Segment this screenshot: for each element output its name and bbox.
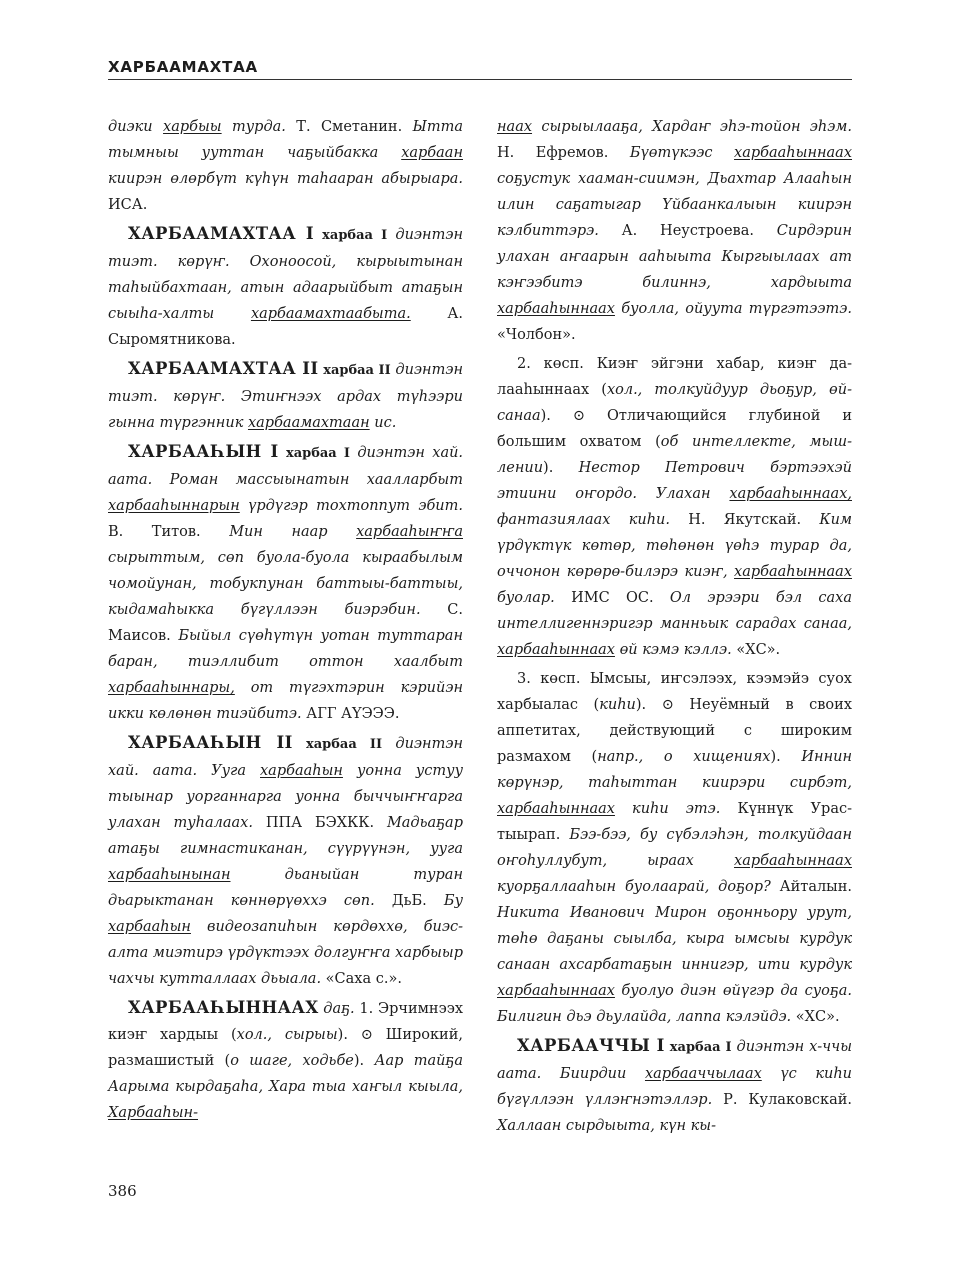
text: буолла, ойуута түргэтээтэ. [621,301,852,317]
source: «Саха с.». [325,971,402,987]
grammar-label: харбаа II [305,737,383,752]
entry-harbaamakhtaa-1 [108,221,463,353]
text: видеозапиһын көрдөххө, биэс-алта миэтирэ үрдүктээх долгуҥҥа харбыыр чахчы кутталлаах дьыала. [108,919,463,987]
text: Мадьаҕар атаҕы гимнастиканан, сүүрүүнэн, ууга [108,815,463,857]
headword-usage: харбааһын [108,919,191,935]
text: Ол эрээри бэл саха интеллигеннэригэр манньык сарадах санаа, [497,590,852,632]
text: Бээ-бээ, бу сүбэлэһэн, толкуйдаан оҥоһуллубут, ыраах [497,827,852,869]
headword-usage: харбыы [163,119,222,135]
headword: ХАРБААМАХТАА II [128,359,319,378]
headword-usage: харбааһыннаах [734,853,852,869]
running-header: ХАРБААМАХТАА [108,58,258,76]
text: от түгэхтэрин кэрийэн икки көлөнөн тиэйбитэ. [108,680,463,722]
text: Быйыл сүөһүтүн уотан туттаран баран, тиэллибит оттон хаалбыт [108,628,463,670]
entry-harbaachchy-1 [497,1033,852,1139]
headword-usage: харбааччылаах [644,1066,762,1082]
text: соҕустук хааман-сиимэн, Дьахтар Алааһын илин саҕатыгар Үйбаанкалыын киирэн кэлбиттэрэ. [497,171,852,239]
text: Бу [443,893,463,909]
text: турда. [232,119,286,135]
text: хол., толкуйдуур дьоҕур, өй-санаа [497,382,852,424]
entry-harbaahyn-2 [108,730,463,992]
definition: диэнтэн тиэт. көрүҥ. Этиҥнээх ардах түһээри гынна түргэнник [108,362,464,431]
text: Ытта тымныы ууттан чаҕыйбакка [108,119,463,161]
headword-usage: харбаамахтаан [247,415,370,431]
source: А. Сыромятникова. [108,306,464,348]
headword-usage: харбааһыннаах [734,145,853,161]
text: киһи этэ. [632,801,721,817]
headword-usage: харбааһыннаах [497,642,615,658]
entry-harbaamakhtaa-2 [108,356,463,436]
definition: диэнтэн тиэт. көрүҥ. Охоноосой, кырыытынан таһыйбахтаан, атын адаарыйбыт атаҕын сыыһа-халты [108,227,464,322]
definition: диэнтэн хай. аата. Роман массыынатын хаалларбыт [108,445,464,488]
text: фантазиялаах киһи. [497,512,671,528]
text: ис. [374,415,397,431]
text: ). [337,1027,348,1043]
text: Сирдэрин улахан аҥаарын ааһыыта Кыргыылаах ат кэҥээбитэ билиннэ, хардыыта [497,223,852,291]
headword-usage: харбааһыҥҥа [356,524,463,540]
headword: ХАРБААМАХТАА I [128,224,314,243]
headword-usage: харбааһын [260,763,343,779]
grammar-label: даҕ. [323,1001,355,1017]
entry-continuation [497,114,852,348]
text: диэки [108,119,153,135]
headword: ХАРБААҺЫННААХ [128,998,319,1017]
text: Бүөтүкээс [629,145,713,161]
source: А. Неустроева. [621,223,754,239]
source: «ХС». [795,1009,840,1025]
text: үс киһи бүгүллээн үллэҥнэтэллэр. [497,1066,853,1108]
sense-text: 1. Эрчимнээх киэҥ хардыы ( [108,1001,463,1043]
right-column [497,114,852,1142]
text: буолар. [497,590,555,606]
headword-usage: харбааһыннаах [497,301,615,317]
grammar-label: харбаа I [669,1040,732,1055]
headword-usage: харбааһынынан [108,867,231,883]
grammar-label: харбаа II [323,363,391,378]
sense-text: 3. көсп. Ымсыы, иҥсэлээх, кээмэйэ суох харбыалас ( [497,671,852,713]
source: Н. Якутскай. [688,512,802,528]
text: киирэн өлөрбүт күһүн таһааран абырыара. [108,171,463,187]
entry-continuation [108,114,463,218]
text: үрдүгэр тохтоппут эбит. [248,498,463,514]
text: өй кэмэ кэллэ. [619,642,732,658]
source: Н. Ефремов. [497,145,609,161]
source: Т. Сметанин. [296,119,403,135]
text: куорҕаллааһын буолаарай, доҕор? [497,879,771,895]
sense-3 [497,666,852,1030]
text: Халлаан сырдыыта, күн кы- [497,1118,716,1134]
text: ). [540,408,551,424]
source: «ХС». [736,642,781,658]
headword: ХАРБААҺЫН II [128,733,293,752]
source: В. Титов. [108,524,201,540]
left-column [108,114,463,1129]
source: ППА БЭХКК. [265,815,375,831]
headword: ХАРБААҺЫН I [128,442,279,461]
entry-harbaahynnaah [108,995,463,1126]
text: напр., о хищениях [597,749,771,765]
entry-harbaahyn-1 [108,439,463,727]
sense-2 [497,351,852,663]
header-rule [108,79,852,80]
grammar-label: харбаа I [322,228,388,243]
headword-usage: Харбааһын- [108,1105,198,1121]
sense-text: 2. көсп. Киэҥ эйгэни хабар, киэҥ далааһыннаах ( [497,356,852,398]
headword-usage: харбаамахтаабыта. [250,306,411,322]
text: ). [770,749,781,765]
text: Ким үрдүктүк көтөр, төһөнөн үөһэ турар да, оччонон көрөрө-билэрэ киэҥ, [497,512,852,580]
source: Күннүк Урастыырап. [497,801,852,843]
text: хол., сырыы [236,1027,338,1043]
translation: ⊙ Неуёмный в своих аппетитах, действующий с широким размахом ( [497,697,853,765]
headword-usage: харбааһыннаах [734,564,853,580]
source: «Чолбон». [497,327,576,343]
example: Нестор Петрович бэртээхэй этиини оҥордо. Улахан [497,460,852,502]
source: ИМС ОС. [571,590,654,606]
text: Мин наар [229,524,328,540]
translation: ⊙ Широкий, размашистый ( [108,1027,463,1069]
text: буолуо диэн өйүгэр да суоҕа. Билигин дьэ дьулайда, лаппа кэлэйдэ. [497,983,853,1025]
source: Р. Кулаковскай. [723,1092,852,1108]
source: АГГ АҮЭЭЭ. [306,706,400,722]
source: ДьБ. [391,893,427,909]
headword-usage: харбааһыннаах [497,801,615,817]
source: ИСА. [108,197,148,213]
example: Иннин көрүнэр, таһыттан киирэри сирбэт, [497,749,853,791]
headword: ХАРБААЧЧЫ I [517,1036,665,1055]
headword-usage: харбааһыннаах [497,983,615,999]
headword-usage: харбааһыннарын [108,498,240,514]
definition: диэнтэн х-ччы аата. Биирдии [497,1039,853,1082]
headword-usage: наах [497,119,533,135]
text: сырыылааҕа, Хардаҥ эһэ-тойон эһэм. [541,119,853,135]
source: Айталын. [779,879,852,895]
headword-usage: харбааһыннаах, [729,486,852,502]
text: уонна устуу тыынар уорганнарга уонна быччыҥҥарга улахан туһалаах. [108,763,463,831]
text: Никита Иванович Мирон оҕонньору урут, төһө даҕаны сыылба, кыра ымсыы курдук санаан ахсарбатаҕын иннигэр, ити курдук [497,905,852,973]
headword-usage: харбааһыннары, [108,680,235,696]
text: ). [635,697,647,713]
text: о шаге, ходьбе [230,1053,354,1069]
translation: ⊙ Отличающийся глубиной и большим охватом ( [497,408,853,450]
text: киһи [599,697,636,713]
text: об интеллекте, мышлении [497,434,852,476]
grammar-label: харбаа I [285,446,351,461]
page-number: 386 [108,1182,137,1200]
text: ). [543,460,554,476]
definition: диэнтэн хай. аата. Ууга [108,736,463,779]
text: ). [353,1053,365,1069]
headword-usage: харбаан [401,145,463,161]
text: дьаныйан туран дьарыктанан көннөрүөххэ сөп. [108,867,464,909]
source: С. Маисов. [108,602,463,644]
text: сырыттым, сөп буола-буола кыраабылым чомойунан, тобукпунан баттыы-баттыы, кыдамаһыкка бүгүллээн биэрэбин. [108,550,463,618]
example: Аар тайҕа Аарыма кырдаҕаһа, Хара тыа хаҥыл кыыла, [108,1053,463,1095]
